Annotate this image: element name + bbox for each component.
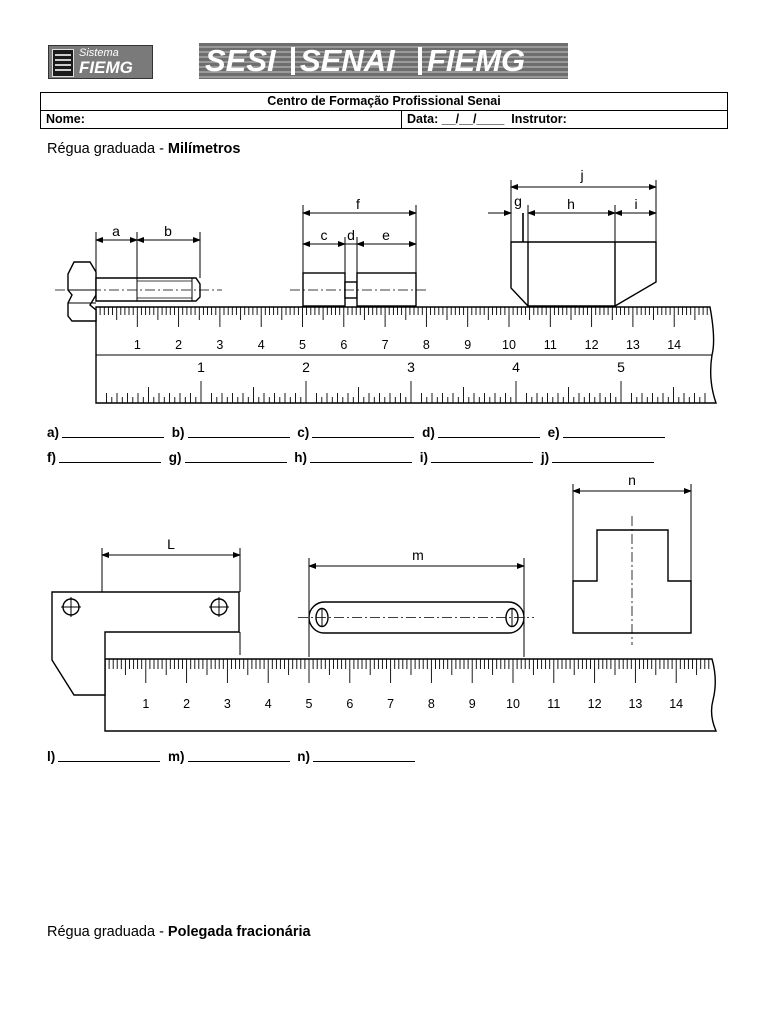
ruler1-mm-label: 12	[584, 338, 599, 352]
ruler2-mm-label: 2	[183, 697, 191, 711]
dim-label-n: n	[628, 472, 636, 488]
answer-c-blank[interactable]	[312, 436, 414, 438]
ruler1-mm-label: 10	[502, 338, 516, 352]
answer-f-label: f)	[47, 450, 56, 465]
section3-title-bold: Polegada fracionária	[167, 924, 311, 940]
logo-small-line1: Sistema	[79, 47, 119, 59]
logo-small-line2: FIEMG	[79, 58, 133, 77]
ruler2-mm-label: 3	[223, 697, 231, 711]
answer-n-label: n)	[297, 749, 311, 764]
answer-f-blank[interactable]	[59, 461, 161, 463]
ruler2-mm-label: 7	[387, 697, 395, 711]
ruler1-mm-label: 5	[299, 338, 306, 352]
answer-c-label: c)	[297, 425, 310, 440]
ruler2-mm-label: 4	[264, 697, 272, 711]
ruler2-mm-label: 13	[628, 697, 643, 711]
answer-j-blank[interactable]	[552, 461, 654, 463]
ruler1-cm-label: 2	[302, 359, 310, 375]
ruler1-mm-label: 13	[625, 338, 640, 352]
answers-row-2	[47, 450, 658, 465]
answer-e-blank[interactable]	[563, 436, 665, 438]
dim-label-d: d	[347, 227, 355, 243]
answer-b-label: b)	[171, 425, 185, 440]
section1-title-plain: Régua graduada -	[47, 141, 168, 157]
answer-g-blank[interactable]	[185, 461, 287, 463]
answer-g-label: g)	[168, 450, 182, 465]
answer-m-blank[interactable]	[188, 760, 290, 762]
dim-label-b: b	[164, 223, 172, 239]
instrutor-label: Instrutor:	[511, 112, 567, 126]
ruler1-mm-label: 14	[667, 338, 682, 352]
ruler1-cm-label: 1	[197, 359, 205, 375]
ruler1-mm-label: 4	[257, 338, 265, 352]
section3-title-plain: Régua graduada -	[47, 924, 168, 940]
dim-label-a: a	[112, 223, 120, 239]
logo-word-sesi: SESI	[205, 43, 276, 78]
data-instrutor-field[interactable]	[402, 111, 728, 129]
center-title: Centro de Formação Profissional Senai	[41, 93, 728, 111]
section1-title	[47, 141, 240, 157]
answer-j-label: j)	[540, 450, 550, 465]
answers-row-3	[47, 749, 419, 764]
dim-label-c: c	[320, 227, 328, 243]
answer-n-blank[interactable]	[313, 760, 415, 762]
fiemg-emblem-icon	[52, 49, 74, 77]
answer-d-label: d)	[422, 425, 435, 440]
answer-i-label: i)	[419, 450, 429, 465]
dim-label-i: i	[634, 196, 638, 212]
nome-label: Nome:	[46, 112, 85, 126]
dim-label-f: f	[356, 196, 360, 212]
section3-title	[47, 924, 311, 940]
logo-word-fiemg: FIEMG	[427, 43, 526, 78]
answers-row-1	[47, 425, 669, 440]
answer-i-blank[interactable]	[431, 461, 533, 463]
block-drawing	[511, 213, 656, 306]
data-label: Data: __/__/____	[407, 112, 505, 126]
ruler1-mm-label: 6	[340, 338, 348, 352]
dim-label-g: g	[514, 193, 522, 209]
answer-l-label: l)	[47, 749, 56, 764]
ruler1-mm-label: 1	[133, 338, 141, 352]
dim-label-j: j	[580, 167, 584, 183]
ruler2-mm-label: 1	[142, 697, 150, 711]
answer-m-label: m)	[168, 749, 185, 764]
dim-label-e: e	[382, 227, 390, 243]
answer-h-label: h)	[294, 450, 308, 465]
ruler-figure-1	[0, 160, 768, 410]
ruler2-mm-label: 8	[427, 697, 435, 711]
answer-a-blank[interactable]	[62, 436, 164, 438]
answer-h-blank[interactable]	[310, 461, 412, 463]
answer-b-blank[interactable]	[188, 436, 290, 438]
nome-field[interactable]	[41, 111, 402, 129]
ruler1-cm-label: 5	[617, 359, 625, 375]
ruler1-cm-label: 3	[407, 359, 415, 375]
answer-a-label: a)	[47, 425, 60, 440]
ruler2-mm-label: 11	[547, 697, 561, 711]
ruler1-mm-label: 3	[216, 338, 224, 352]
ruler1-mm-label: 7	[381, 338, 389, 352]
answer-d-blank[interactable]	[438, 436, 540, 438]
ruler1-mm-label: 11	[543, 338, 557, 352]
logo-word-senai: SENAI	[300, 43, 395, 78]
dim-label-h: h	[567, 196, 575, 212]
ruler1-mm-label: 8	[422, 338, 430, 352]
ruler2-mm-label: 5	[305, 697, 313, 711]
ruler-figure-2	[0, 470, 768, 740]
coupling-drawing	[303, 273, 416, 306]
ruler2-mm-label: 9	[468, 697, 476, 711]
sistema-fiemg-logo	[48, 45, 153, 79]
t-block-drawing	[573, 530, 691, 633]
ruler2-mm-label: 12	[587, 697, 602, 711]
dim-label-L: L	[167, 536, 175, 552]
ruler1-mm-label: 9	[464, 338, 472, 352]
answer-l-blank[interactable]	[58, 760, 160, 762]
ruler2-mm-label: 10	[506, 697, 520, 711]
dim-label-m: m	[412, 547, 424, 563]
answer-e-label: e)	[547, 425, 560, 440]
ruler2-mm-label: 6	[346, 697, 354, 711]
section1-title-bold: Milímetros	[167, 141, 241, 157]
sesi-senai-fiemg-logo	[199, 43, 568, 79]
identification-table	[40, 92, 728, 129]
ruler1-cm-label: 4	[512, 359, 520, 375]
ruler1-mm-label: 2	[175, 338, 183, 352]
ruler2-mm-label: 14	[669, 697, 684, 711]
